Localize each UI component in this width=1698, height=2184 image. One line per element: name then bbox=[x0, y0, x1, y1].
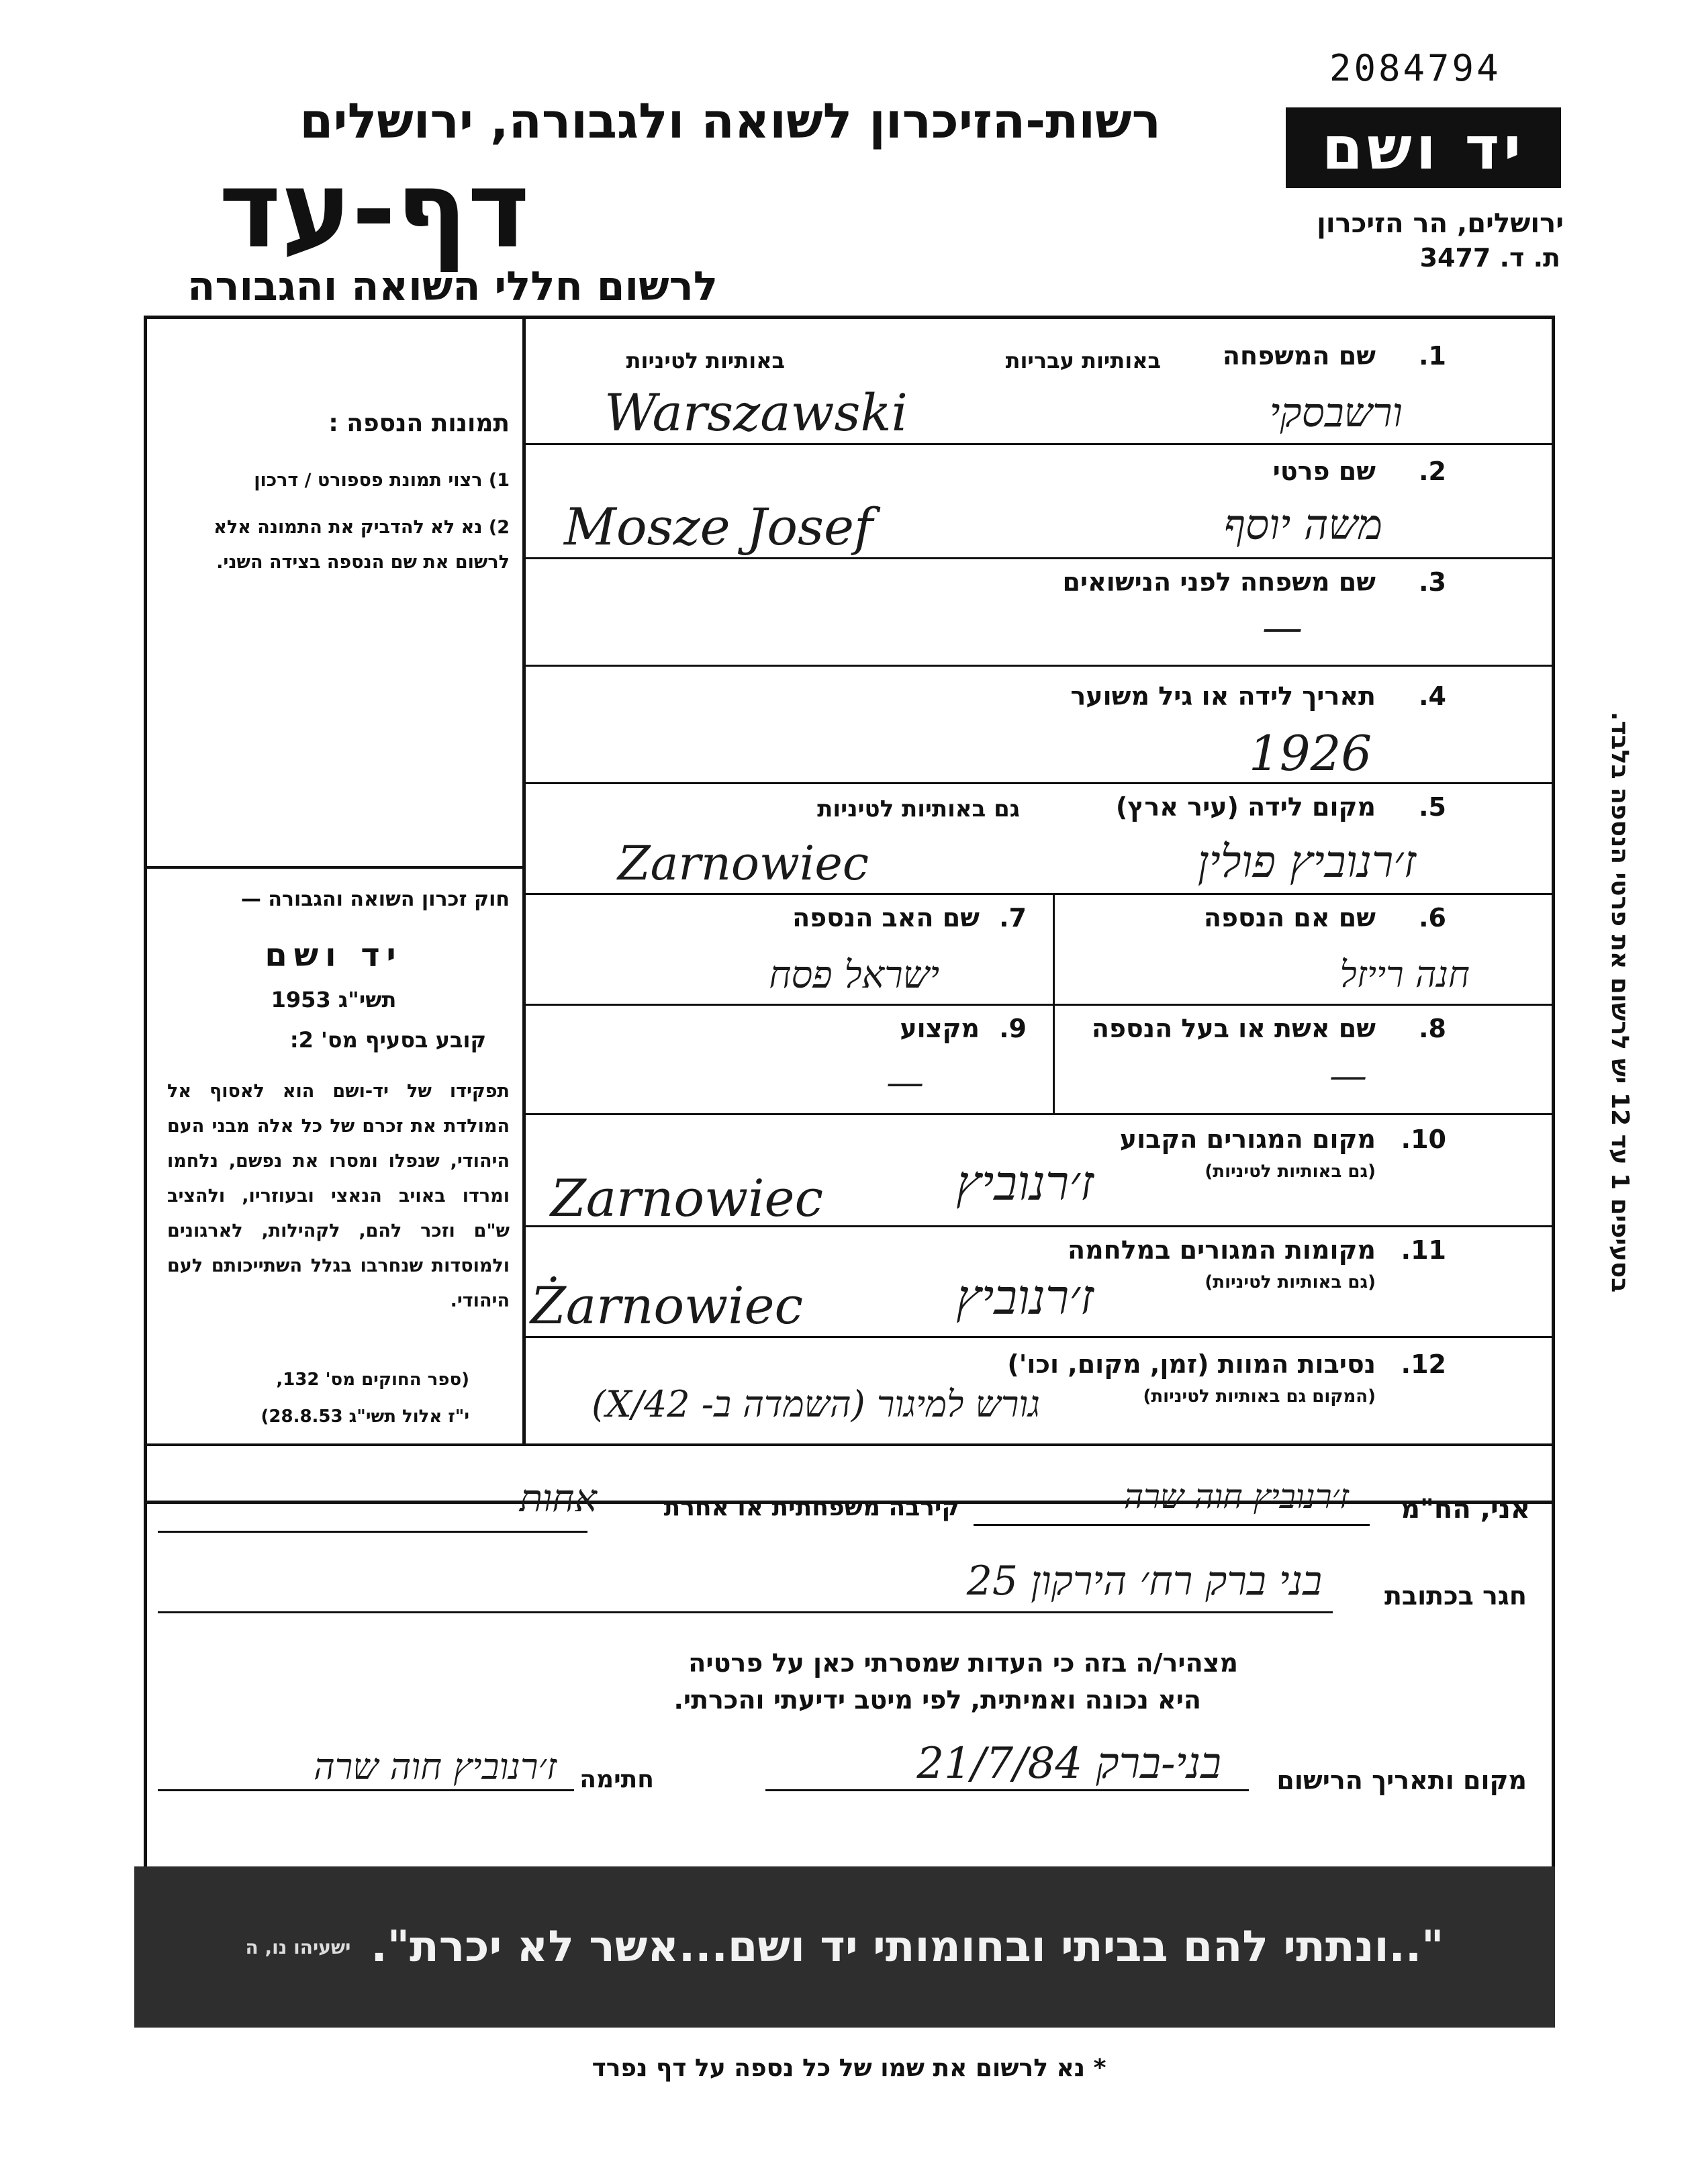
field-12-label: נסיבות המוות (זמן, מקום, וכו') bbox=[1007, 1349, 1376, 1379]
signature-underline bbox=[158, 1789, 574, 1791]
field-10-number: 10. bbox=[1401, 1125, 1446, 1154]
place-date-underline bbox=[765, 1789, 1249, 1791]
field-6-number: 6. bbox=[1419, 903, 1446, 933]
field-5-value-hebrew[interactable]: ז׳רנוביץ פולין bbox=[1197, 836, 1416, 888]
form-title: דף-עד bbox=[218, 148, 530, 272]
photo-note-2: 2) נא לא להדביק את התמונה אלא לרשום את שם הנספה בצידה השני. bbox=[214, 517, 510, 573]
authority-heading: רשות-הזיכרון לשואה ולגבורה, ירושלים bbox=[299, 93, 1161, 149]
field-2-value-latin[interactable]: Mosze Josef bbox=[564, 497, 874, 557]
field-11-sub: (גם באותיות לטיניות) bbox=[1205, 1272, 1376, 1292]
field-9-number: 9. bbox=[999, 1014, 1027, 1043]
field-2-value-hebrew[interactable]: משה יוסף bbox=[1223, 500, 1382, 549]
field-11-label: מקומות המגורים במלחמה bbox=[1067, 1235, 1376, 1265]
field-10-value-latin[interactable]: Zarnowiec bbox=[551, 1168, 824, 1228]
side-divider bbox=[144, 866, 524, 869]
field-12-sub: (המקום גם באותיות לטיניות) bbox=[1143, 1386, 1376, 1407]
field-3-label: שם משפחה לפני הנישואים bbox=[1062, 567, 1376, 597]
document-number: 2084794 bbox=[1329, 47, 1501, 89]
field-5-value-latin[interactable]: Zarnowiec bbox=[618, 836, 869, 891]
law-clause: קובע בסעיף מס' 2: bbox=[289, 1027, 486, 1053]
row-split-8-9 bbox=[1053, 1004, 1055, 1114]
photo-heading: תמונות הנספה : bbox=[328, 410, 510, 437]
row-line-10 bbox=[144, 1443, 1555, 1446]
law-citation-1: (ספר החוקים מס' 132, bbox=[276, 1370, 469, 1390]
field-1-value-latin[interactable]: Warszawski bbox=[604, 383, 908, 442]
address-line-1: ירושלים, הר הזיכרון bbox=[1317, 208, 1564, 239]
quote-banner bbox=[134, 1866, 1555, 2028]
field-12-number: 12. bbox=[1401, 1349, 1446, 1379]
address-label: חגר בכתובת bbox=[1384, 1581, 1527, 1611]
field-11-number: 11. bbox=[1401, 1235, 1446, 1265]
declarant-underline bbox=[974, 1524, 1370, 1526]
row-line-5 bbox=[524, 893, 1555, 895]
field-5-latin-col: גם באותיות לטיניות bbox=[817, 796, 1020, 822]
kinship-value[interactable]: אחות bbox=[519, 1477, 597, 1521]
field-9-value[interactable]: — bbox=[886, 1061, 924, 1104]
law-citation-2: י"ז אלול תשי"ג 28.8.53) bbox=[261, 1407, 469, 1427]
row-line-4 bbox=[524, 782, 1555, 784]
banner-quote: "..ונתתי להם בביתי ובחומותי יד ושם...אשר לא יכרת". bbox=[371, 1922, 1444, 1972]
address-underline bbox=[158, 1611, 1333, 1613]
statement-line-2: היא נכונה ואמיתית, לפי מיטב ידיעתי והכרתי. bbox=[673, 1685, 1201, 1715]
bottom-frame-right bbox=[1552, 1443, 1555, 1866]
field-1-value-hebrew[interactable]: ורשבסקי bbox=[1269, 389, 1403, 436]
side-note: בסעיפים 1 עד 12 יש לרשום את פרטי הנספה בלבד. bbox=[1606, 712, 1634, 1293]
field-3-number: 3. bbox=[1419, 567, 1446, 597]
field-8-number: 8. bbox=[1419, 1014, 1446, 1043]
row-line-2 bbox=[524, 557, 1555, 559]
field-10-label: מקום המגורים הקבוע bbox=[1119, 1125, 1376, 1154]
declarant-label: אני, הח"מ bbox=[1401, 1494, 1530, 1525]
field-5-label: מקום לידה (עיר ארץ) bbox=[1115, 792, 1376, 822]
banner-source: ישעיהו נו, ה bbox=[245, 1936, 351, 1958]
yad-vashem-logo bbox=[1286, 107, 1561, 188]
field-11-value-hebrew[interactable]: ז׳רנוביץ bbox=[956, 1269, 1094, 1325]
footer-note: * נא לרשום את שמו של כל נספה על דף נפרד bbox=[592, 2054, 1106, 2082]
address-value[interactable]: בני ברק רח׳ הירקון 25 bbox=[966, 1558, 1322, 1605]
signature-label: חתימה bbox=[579, 1766, 654, 1793]
field-10-sub: (גם באותיות לטיניות) bbox=[1205, 1161, 1376, 1182]
address-line-2: ת. ד. 3477 bbox=[1419, 243, 1560, 273]
field-2-label: שם פרטי bbox=[1272, 457, 1376, 486]
place-date-label: מקום ותאריך הרישום bbox=[1276, 1766, 1527, 1795]
row-line-7 bbox=[524, 1113, 1555, 1115]
kinship-underline bbox=[158, 1531, 587, 1533]
field-11-value-latin[interactable]: Żarnowiec bbox=[530, 1276, 804, 1335]
field-7-value[interactable]: ישראל פסח bbox=[769, 953, 939, 997]
field-7-label: שם האב הנספה bbox=[792, 903, 980, 933]
field-8-label: שם אשת או בעל הנספה bbox=[1091, 1014, 1376, 1043]
field-5-number: 5. bbox=[1419, 792, 1446, 822]
field-2-number: 2. bbox=[1419, 457, 1446, 486]
field-6-label: שם אם הנספה bbox=[1203, 903, 1376, 933]
declarant-name[interactable]: ז׳רנוביץ חוה שרה bbox=[1123, 1477, 1349, 1516]
form-subtitle: לרשום חללי השואה והגבורה bbox=[187, 263, 718, 310]
law-year: תשי"ג 1953 bbox=[271, 987, 397, 1012]
photo-note-1: 1) רצוי תמונת פספורט / דרכון bbox=[254, 470, 510, 491]
kinship-label: קירבה משפחתית או אחרת bbox=[663, 1494, 959, 1521]
statement-line-1: מצהיר/ה בזה כי העדות שמסרתי כאן על פרטיה bbox=[688, 1648, 1238, 1678]
law-text: תפקידו של יד-ושם הוא לאסוף אל המולדת את זכרם של כל אלה מבני העם היהודי, שנפלו ומסרו את נפשם, נלחמו ומרדו באויב הנאצי ובעוזריו, ולהציב ש"ם וזכר להם, לקהילות, לארגונים ולמוסדות שנחרבו בגלל השתייכותם לעם היהודי. bbox=[167, 1081, 510, 1311]
logo-text: יד ושם bbox=[1321, 113, 1525, 183]
field-9-label: מקצוע bbox=[900, 1014, 980, 1043]
field-4-value[interactable]: 1926 bbox=[1249, 725, 1372, 781]
row-line-9 bbox=[524, 1336, 1555, 1338]
bottom-frame-left bbox=[144, 1443, 147, 1866]
field-1-number: 1. bbox=[1419, 341, 1446, 371]
law-name: יד ושם bbox=[265, 937, 403, 974]
field-7-number: 7. bbox=[999, 903, 1027, 933]
signature-value[interactable]: ז׳רנוביץ חוה שרה bbox=[314, 1746, 557, 1788]
field-12-value[interactable]: גורש למיגור (השמדה ב- X/42) bbox=[592, 1383, 1040, 1425]
field-6-value[interactable]: חנה רייזל bbox=[1339, 953, 1470, 996]
field-4-number: 4. bbox=[1419, 681, 1446, 711]
field-1-label: שם המשפחה bbox=[1222, 341, 1376, 371]
field-1-latin-col: באותיות לטיניות bbox=[626, 348, 785, 373]
field-8-value[interactable]: — bbox=[1329, 1054, 1367, 1098]
field-10-value-hebrew[interactable]: ז׳רנוביץ bbox=[956, 1155, 1094, 1211]
row-line-3 bbox=[524, 665, 1555, 667]
field-4-label: תאריך לידה או גיל משוער bbox=[1070, 681, 1376, 711]
field-1-hebrew-col: באותיות עבריות bbox=[1005, 348, 1161, 373]
law-heading: חוק זכרון השואה והגבורה — bbox=[240, 888, 510, 911]
field-3-value[interactable]: — bbox=[1262, 604, 1303, 651]
row-split-6-7 bbox=[1053, 893, 1055, 1006]
place-date-value[interactable]: בני-ברק 21/7/84 bbox=[916, 1739, 1221, 1789]
row-line-1 bbox=[524, 443, 1555, 445]
row-line-6 bbox=[524, 1004, 1555, 1006]
column-divider bbox=[522, 316, 526, 1443]
